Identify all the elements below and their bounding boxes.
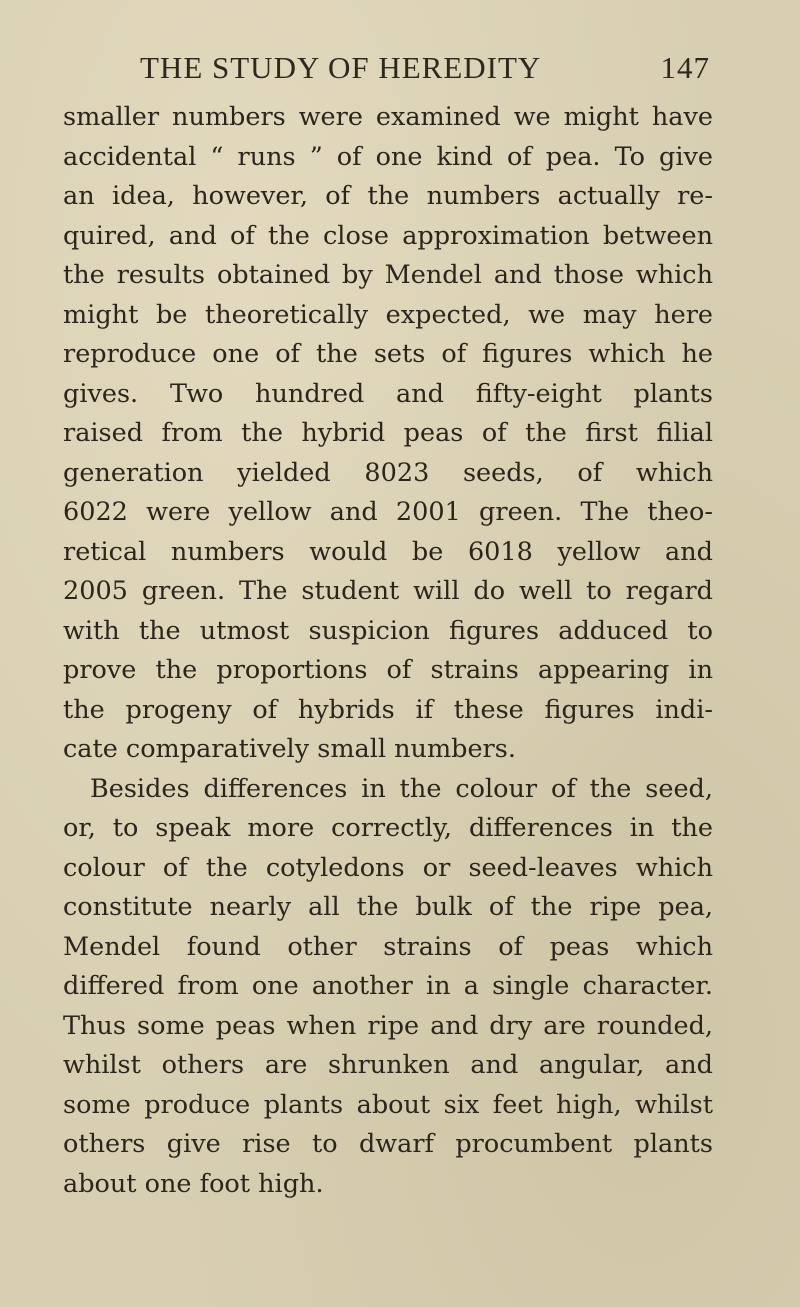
text-line: reproduce one of the sets of figures which he [63, 339, 713, 369]
text-line: quired, and of the close approximation between [63, 220, 713, 251]
body-text [63, 98, 713, 1204]
running-head-title: THE STUDY OF HEREDITY [140, 50, 542, 85]
running-head [140, 50, 710, 94]
text-line: the progeny of hybrids if these figures indi- [63, 694, 713, 725]
text-line: gives. Two hundred and fifty-eight plants [63, 378, 713, 409]
text-line: 6022 were yellow and 2001 green. The theo- [63, 497, 713, 527]
text-line: differed from one another in a single character. [63, 971, 713, 1001]
text-line: or, to speak more correctly, differences in the [63, 813, 713, 843]
text-line: smaller numbers were examined we might have [63, 102, 713, 132]
text-line: prove the proportions of strains appearing in [63, 655, 713, 685]
text-line: constitute nearly all the bulk of the ripe pea, [63, 892, 713, 922]
text-line: accidental “ runs ” of one kind of pea. To give [63, 141, 713, 172]
text-line: might be theoretically expected, we may here [63, 299, 713, 330]
text-line: generation yielded 8023 seeds, of which [63, 457, 713, 488]
text-line: some produce plants about six feet high, whilst [63, 1089, 713, 1120]
text-line: Besides differences in the colour of the seed, [90, 773, 713, 804]
text-line: about one foot high. [63, 1168, 324, 1199]
text-line: the results obtained by Mendel and those which [63, 260, 713, 290]
text-line: whilst others are shrunken and angular, and [63, 1050, 713, 1080]
text-line: retical numbers would be 6018 yellow and [63, 536, 713, 567]
text-line: others give rise to dwarf procumbent plants [63, 1129, 713, 1159]
text-line: colour of the cotyledons or seed-leaves which [63, 852, 713, 883]
text-line: cate comparatively small numbers. [63, 734, 516, 764]
text-line: Thus some peas when ripe and dry are rounded, [63, 1010, 713, 1041]
text-line: 2005 green. The student will do well to regard [63, 576, 713, 606]
text-line: raised from the hybrid peas of the first filial [63, 418, 713, 448]
page-number: 147 [660, 50, 710, 85]
paragraph [63, 770, 713, 1205]
paragraph [63, 98, 713, 770]
text-line: with the utmost suspicion figures adduced to [63, 615, 713, 646]
text-line: Mendel found other strains of peas which [63, 931, 713, 962]
text-line: an idea, however, of the numbers actually re- [63, 181, 713, 211]
